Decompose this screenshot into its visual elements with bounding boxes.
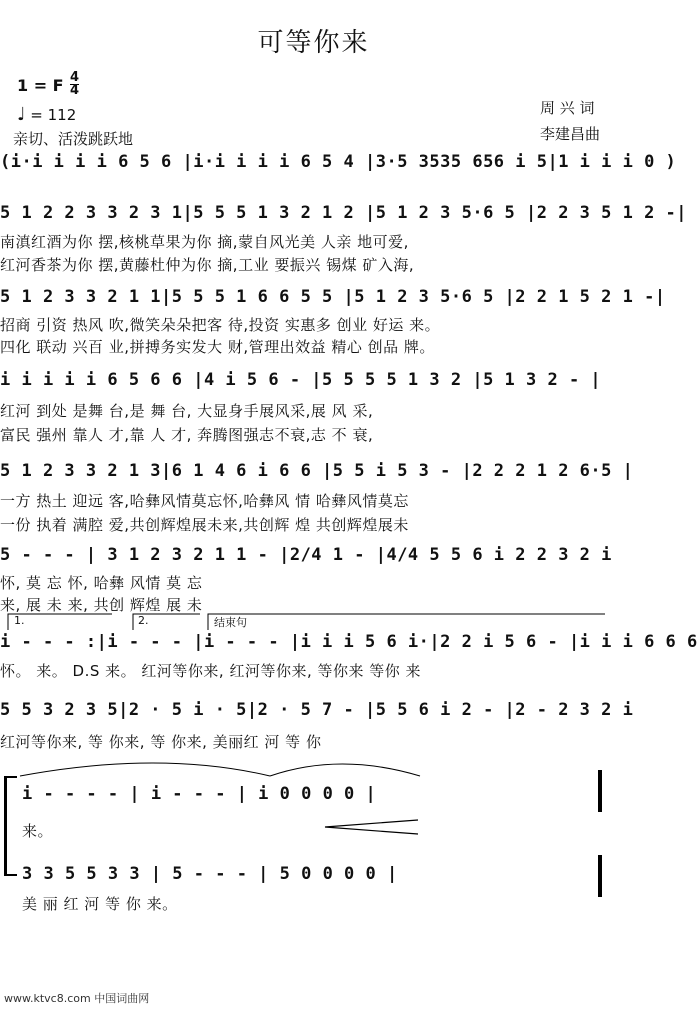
expression-marking: 亲切、活泼跳跃地 (13, 130, 134, 148)
lyric-line: 南滇红酒为你 摆,核桃草果为你 摘,蒙自风光美 人亲 地可爱, (0, 233, 409, 251)
lyric-line: 红河 到处 是舞 台,是 舞 台, 大显身手展风采,展 风 采, (0, 402, 374, 420)
final-barline (598, 855, 602, 897)
volta-bracket-first (8, 614, 112, 630)
lyric-line: 一方 热土 迎远 客,哈彝风情莫忘怀,哈彝风 情 哈彝风情莫忘 (0, 492, 409, 510)
notation-row: i - - - :|i - - - |i - - - |i i i 5 6 i·|2 2 i 5 6 - |i i i 6 6 6 (0, 632, 698, 652)
lyric-line: 富民 强州 靠人 才,靠 人 才, 奔腾图强志不衰,志 不 衰, (0, 426, 374, 444)
notation-row: i i i i i 6 5 6 6 |4 i 5 6 - |5 5 5 5 1 3 2 |5 1 3 2 - | (0, 370, 602, 390)
decrescendo-hairpin (325, 820, 418, 834)
lyric-line: 红河香茶为你 摆,黄藤杜仲为你 摘,工业 要振兴 锡煤 矿入海, (0, 256, 415, 274)
notation-row: 5 1 2 3 3 2 1 1|5 5 5 1 6 6 5 5 |5 1 2 3 5·6 5 |2 2 1 5 2 1 -| (0, 287, 666, 307)
notation-row: 5 - - - | 3 1 2 3 2 1 1 - |2/4 1 - |4/4 5 5 6 i 2 2 3 2 i (0, 545, 612, 565)
time-sig-bottom: 4 (70, 83, 80, 98)
tempo-value: = 112 (30, 106, 77, 124)
lyric-line: 美 丽 红 河 等 你 来。 (22, 895, 178, 913)
score-title: 可等你来 (257, 28, 370, 58)
ending-label: 结束句 (214, 616, 247, 629)
volta-second: 2. (138, 614, 149, 627)
lyric-line: 怀。 来。 D.S 来。 红河等你来, 红河等你来, 等你来 等你 来 (0, 662, 422, 680)
key-signature: 1 = F (17, 76, 64, 95)
composer: 李建昌曲 (540, 125, 601, 143)
time-sig-top: 4 (70, 70, 80, 85)
notation-row: 3 3 5 5 3 3 | 5 - - - | 5 0 0 0 0 | (22, 864, 398, 884)
volta-first: 1. (14, 614, 25, 627)
notation-row: 5 5 3 2 3 5|2 · 5 i · 5|2 · 5 7 - |5 5 6 i 2 - |2 - 2 3 2 i (0, 700, 634, 720)
notation-row: i - - - - | i - - - | i 0 0 0 0 | (22, 784, 377, 804)
lyric-line: 一份 执着 满腔 爱,共创辉煌展未来,共创辉 煌 共创辉煌展未 (0, 516, 409, 534)
final-barline (598, 770, 602, 812)
tie-arc (270, 764, 420, 776)
lyricist: 周 兴 词 (540, 99, 595, 117)
notation-row: 5 1 2 2 3 3 2 3 1|5 5 5 1 3 2 1 2 |5 1 2 3 5·6 5 |2 2 3 5 1 2 -| (0, 203, 688, 223)
lyric-line: 四化 联动 兴百 业,拼搏务实发大 财,管理出效益 精心 创品 牌。 (0, 338, 435, 356)
ending-bracket (208, 614, 605, 630)
tie-arc (20, 763, 270, 776)
volta-bracket-second (133, 614, 200, 630)
quarter-note-icon: ♩ (17, 104, 26, 125)
notation-row: (i·i i i i 6 5 6 |i·i i i i 6 5 4 |3·5 3535 656 i 5|1 i i i 0 ) (0, 152, 677, 172)
notation-row: 5 1 2 3 3 2 1 3|6 1 4 6 i 6 6 |5 5 i 5 3 - |2 2 2 1 2 6·5 | (0, 461, 634, 481)
lyric-line: 招商 引资 热风 吹,微笑朵朵把客 待,投资 实惠多 创业 好运 来。 (0, 316, 441, 334)
lyric-line: 红河等你来, 等 你来, 等 你来, 美丽红 河 等 你 (0, 733, 322, 751)
lyric-line: 怀, 莫 忘 怀, 哈彝 风情 莫 忘 (0, 574, 203, 592)
lyric-line: 来, 展 未 来, 共创 辉煌 展 未 (0, 596, 203, 614)
footer-watermark: www.ktvc8.com 中国词曲网 (4, 992, 150, 1005)
lyric-line: 来。 (22, 822, 54, 840)
